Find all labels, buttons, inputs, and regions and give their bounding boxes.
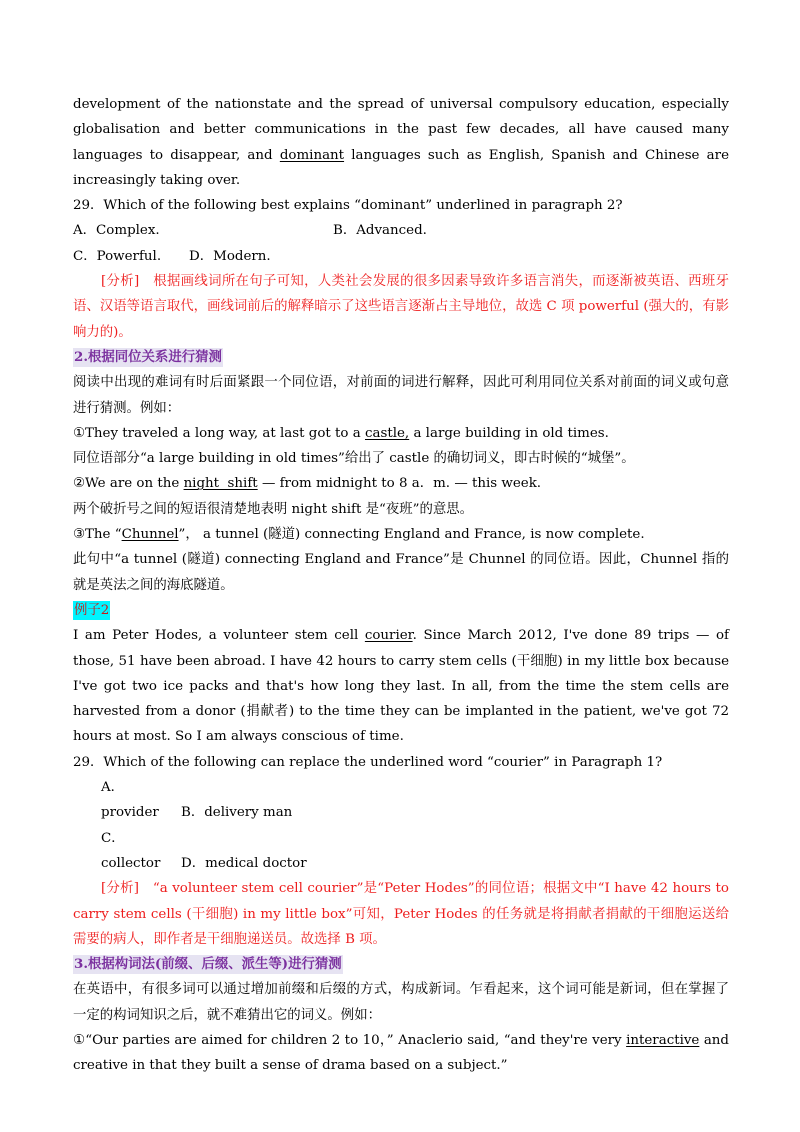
example-2-tag: 例子2 xyxy=(74,602,110,618)
document-content xyxy=(73,92,729,1079)
example-2-note: 两个破折号之间的短语很清楚地表明 night shift 是“夜班”的意思。 xyxy=(73,501,474,517)
example-1: ①They traveled a long way, at last got to a castle, a large building in old times. xyxy=(73,425,609,441)
reading-passage: I am Peter Hodes, a volunteer stem cell courier. Since March 2012, I've done 89 trips — of those, 51 have been abroad. I have 42 hours to carry stem cells (干细胞) in my little box because I've got two ice packs and that's how long they last. In all, from the time the stem cells are harvested from a donor (捐献者) to the time they can be implanted in the patient, we've got 72 hours at most. So I am always conscious of time. xyxy=(73,628,729,745)
question-29-b: 29．Which of the following can replace the underlined word “courier” in Paragraph 1? xyxy=(73,754,663,770)
underlined-word-castle: castle, xyxy=(364,425,410,441)
question-29-a: 29．Which of the following best explains “dominant” underlined in paragraph 2? xyxy=(73,198,623,214)
section-3-intro: 在英语中，有很多词可以通过增加前缀和后缀的方式，构成新词。乍看起来，这个词可能是新词，但在掌握了一定的构词知识之后，就不难猜出它的词义。例如： xyxy=(73,982,729,1023)
option-d: D．medical doctor xyxy=(181,855,307,871)
option-a: A．provider xyxy=(101,780,159,821)
question-29-b-options-row2 xyxy=(73,826,729,877)
section-2-intro: 阅读中出现的难词有时后面紧跟一个同位语，对前面的词进行解释，因此可利用同位关系对前面的词义或句意进行猜测。例如： xyxy=(73,375,729,416)
example-2-tag-line xyxy=(73,598,729,623)
option-b: B．Advanced. xyxy=(333,223,427,239)
example-3: ③The “Chunnel”， a tunnel (隧道) connecting England and France, is now complete. xyxy=(73,527,645,543)
option-c: C．Powerful. xyxy=(73,248,162,264)
question-29-a-options-row2 xyxy=(73,244,729,269)
option-c: C．collector xyxy=(101,830,161,871)
question-29-b-options-row1 xyxy=(73,775,729,826)
underlined-word-interactive: interactive xyxy=(626,1032,700,1048)
option-a: A．Complex. xyxy=(73,223,160,239)
analysis-2: [分析] “a volunteer stem cell courier”是“Peter Hodes”的同位语；根据文中“I have 42 hours to carry stem cells (干细胞) in my little box”可知，Peter Hodes 的任务就是将捐献者捐献的干细胞运送给需要的病人，即作者是干细胞递送员。故选择 B 项。 xyxy=(73,881,729,947)
section-heading-3 xyxy=(73,952,729,977)
underlined-word-night-shift: night shift xyxy=(183,476,258,492)
underlined-word-courier: courier xyxy=(364,628,413,644)
analysis-1: [分析] 根据画线词所在句子可知，人类社会发展的很多因素导致许多语言消失，而逐渐被英语、西班牙语、汉语等语言取代，画线词前后的解释暗示了这些语言逐渐占主导地位，故选 C 项 powerful (强大的，有影响力的)。 xyxy=(73,274,729,340)
passage-continuation: development of the nationstate and the spread of universal compulsory education, especially globalisation and better communications in the past few decades, all have caused many languages to disappear, and dominant languages such as English, Spanish and Chinese are increasingly taking over. xyxy=(73,97,729,188)
example-4: ①“Our parties are aimed for children 2 to 10，” Anaclerio said, “and they're very interactive and creative in that they built a sense of drama based on a subject.” xyxy=(73,1032,729,1074)
heading-2-label: 2.根据同位关系进行猜测 xyxy=(74,348,222,365)
section-heading-2 xyxy=(73,345,729,370)
option-d: D．Modern. xyxy=(189,248,271,264)
heading-3-label: 3.根据构词法(前缀、后缀、派生等)进行猜测 xyxy=(74,956,342,973)
example-1-note: 同位语部分“a large building in old times”给出了 castle 的确切词义，即古时候的“城堡”。 xyxy=(73,451,635,467)
example-2: ②We are on the night shift — from midnight to 8 a．m. — this week. xyxy=(73,476,542,492)
example-3-note: 此句中“a tunnel (隧道) connecting England and France”是 Chunnel 的同位语。因此，Chunnel 指的就是英法之间的海底隧道。 xyxy=(73,552,729,593)
underlined-word-dominant: dominant xyxy=(279,147,345,163)
question-29-a-options-row1 xyxy=(73,218,729,243)
option-b: B．delivery man xyxy=(181,805,293,821)
underlined-word-chunnel: Chunnel xyxy=(121,527,179,543)
